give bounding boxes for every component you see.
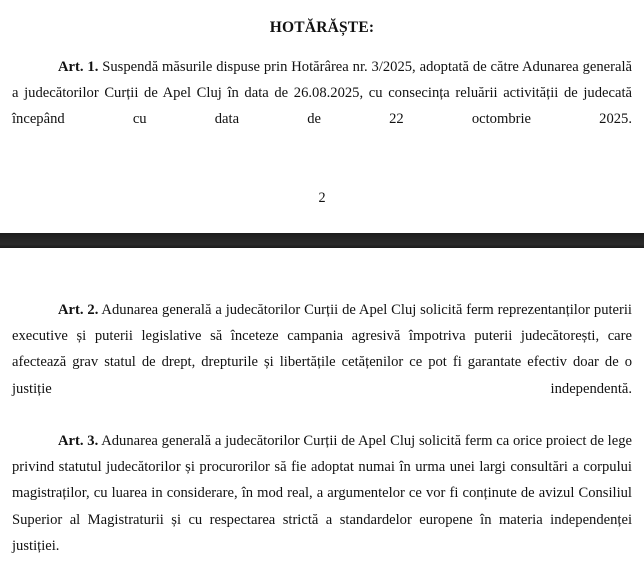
article-text-3: Adunarea generală a judecătorilor Curții de Apel Cluj solicită ferm ca orice proiect de lege privind statutul judecătorilor și procurorilor să fie adoptat numai în urma unei largi consultări a corpului magistraților, cu luarea in considerare, în mod real, a argumentelor ce vor fi conținute de avizul Consiliul Superior al Magistraturii și cu respectarea strictă a standardelor europene în materia independenței justiției. [12, 433, 632, 554]
article-paragraph-2 [12, 297, 632, 428]
article-label-3: Art. 3. [58, 433, 99, 450]
page-number: 2 [318, 189, 326, 206]
article-label-1: Art. 1. [58, 59, 99, 75]
article-text-2: Adunarea generală a judecătorilor Curții de Apel Cluj solicită ferm reprezentanților puterii executive și puterii legislative să înceteze campania agresivă împotriva puterii judecătorești, care afectează grav statul de drept, drepturile și libertățile cetățenilor ce pot fi garantate efectiv doar de o justiție independentă. [12, 302, 632, 397]
document-page-two [0, 248, 644, 554]
article-paragraph-1 [12, 54, 632, 159]
page-title: HOTĂRĂȘTE: [269, 19, 375, 36]
page-separator [0, 233, 644, 248]
document-page-one [0, 0, 644, 233]
article-paragraph-3 [12, 428, 632, 585]
article-label-2: Art. 2. [58, 302, 99, 318]
article-text-1: Suspendă măsurile dispuse prin Hotărârea nr. 3/2025, adoptată de către Adunarea generală a judecătorilor Curții de Apel Cluj în data de 26.08.2025, cu consecința reluării activității de judecată începând cu data de 22 octombrie 2025. [12, 59, 632, 128]
